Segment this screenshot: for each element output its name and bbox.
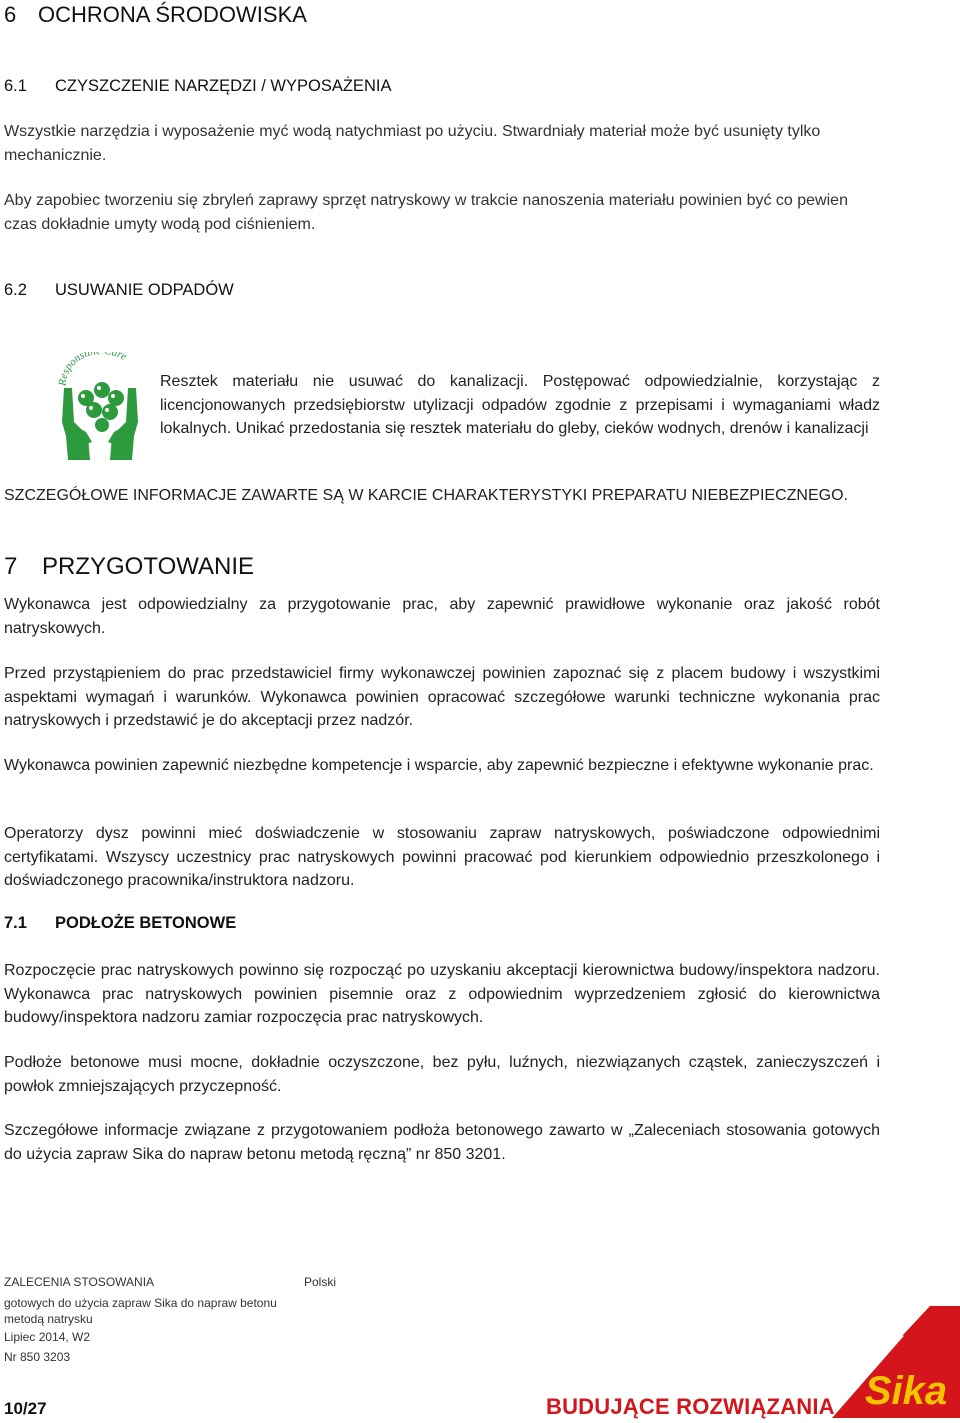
section-7-heading [4, 553, 254, 581]
subsection-6-1-heading [4, 77, 391, 96]
paragraph: Rozpoczęcie prac natryskowych powinno się rozpocząć po uzyskaniu akceptacji kierownictwa budowy/inspektora nadzoru. Wykonawca prac natryskowych powinien pisemnie oraz z odpowiednim wyprzedzeniem zgłosić do kierownictwa budowy/inspektora nadzoru zamiar rozpoczęcia prac natryskowych. [4, 962, 880, 1026]
section-6-heading [4, 2, 307, 28]
footer-doc-title: ZALECENIA STOSOWANIA [4, 1275, 155, 1289]
subsection-number: 6.2 [4, 281, 27, 299]
footer-doc-number: Nr 850 3203 [4, 1350, 71, 1364]
section-number: 6 [4, 2, 17, 27]
sika-brand-text: Sika [864, 1369, 948, 1413]
paragraph: Operatorzy dysz powinni mieć doświadczenie w stosowaniu zapraw natryskowych, poświadczone odpowiednimi certyfikatami. Wszyscy uczestnicy prac natryskowych powinni pracować pod kierunkiem odpowiednio przeszkolonego i doświadczonego pracownika/instruktora nadzoru. [4, 825, 880, 889]
footer-date: Lipiec 2014, W2 [4, 1330, 91, 1344]
subsection-7-1-heading [4, 914, 236, 933]
subsection-title: CZYSZCZENIE NARZĘDZI / WYPOSAŻENIA [55, 77, 392, 95]
svg-text:Responsible Care: Responsib are [58, 352, 129, 387]
sika-logo-icon [832, 1306, 960, 1418]
paragraph: Aby zapobiec tworzeniu się zbryleń zaprawy sprzęt natryskowy w trakcie nanoszenia materiału powinien być co pewien czas dokładnie umyty wodą pod ciśnieniem. [4, 192, 848, 233]
sika-logo [832, 1306, 960, 1418]
subsection-6-2-heading [4, 281, 234, 300]
footer-doc-subtitle: gotowych do użycia zapraw Sika do napraw betonu metodą natrysku [4, 1296, 277, 1326]
footer-language: Polski [304, 1275, 337, 1289]
section-title: PRZYGOTOWANIE [42, 553, 255, 580]
paragraph: Wykonawca powinien zapewnić niezbędne kompetencje i wsparcie, aby zapewnić bezpieczne i efektywne wykonanie prac. [4, 757, 874, 774]
responsible-care-logo [58, 352, 142, 464]
paragraph: Podłoże betonowe musi mocne, dokładnie oczyszczone, bez pyłu, luźnych, niezwiązanych cząstek, zanieczyszczeń i powłok zmniejszających przyczepność. [4, 1054, 880, 1095]
paragraph: Wykonawca jest odpowiedzialny za przygotowanie prac, aby zapewnić prawidłowe wykonanie oraz jakość robót natryskowych. [4, 596, 880, 637]
waste-paragraph: Resztek materiału nie usuwać do kanalizacji. Postępować odpowiedzialnie, korzystając z licencjonowanych przedsiębiorstw utylizacji odpadów zgodnie z przepisami i wymaganiami władz lokalnych. Unikać przedostania się resztek materiału do gleby, cieków wodnych, drenów i kanalizacji [160, 373, 880, 437]
subsection-title: USUWANIE ODPADÓW [55, 281, 234, 299]
section-title: OCHRONA ŚRODOWISKA [38, 2, 307, 27]
paragraph: Szczegółowe informacje związane z przygotowaniem podłoża betonowego zawarto w „Zaleceniach stosowania gotowych do użycia zapraw Sika do napraw betonu metodą ręczną” nr 850 3201. [4, 1122, 880, 1163]
subsection-number: 7.1 [4, 914, 27, 932]
subsection-title: PODŁOŻE BETONOWE [55, 914, 237, 932]
section-number: 7 [4, 553, 18, 580]
paragraph: Wszystkie narzędzia i wyposażenie myć wodą natychmiast po użyciu. Stwardniały materiał może być usunięty tylko mechanicznie. [4, 123, 821, 164]
safety-notice: SZCZEGÓŁOWE INFORMACJE ZAWARTE SĄ W KARCIE CHARAKTERYSTYKI PREPARATU NIEBEZPIECZNEGO. [4, 487, 848, 504]
brand-slogan: BUDUJĄCE ROZWIĄZANIA [546, 1394, 835, 1419]
subsection-number: 6.1 [4, 77, 27, 95]
responsible-care-icon [58, 352, 142, 464]
page-number: 10/27 [4, 1399, 47, 1418]
paragraph: Przed przystąpieniem do prac przedstawiciel firmy wykonawczej powinien zapoznać się z placem budowy i wszystkimi aspektami wymagań i warunków. Wykonawca powinien opracować szczegółowe warunki techniczne wykonania prac natryskowych i przedstawić je do akceptacji przez nadzór. [4, 665, 880, 729]
